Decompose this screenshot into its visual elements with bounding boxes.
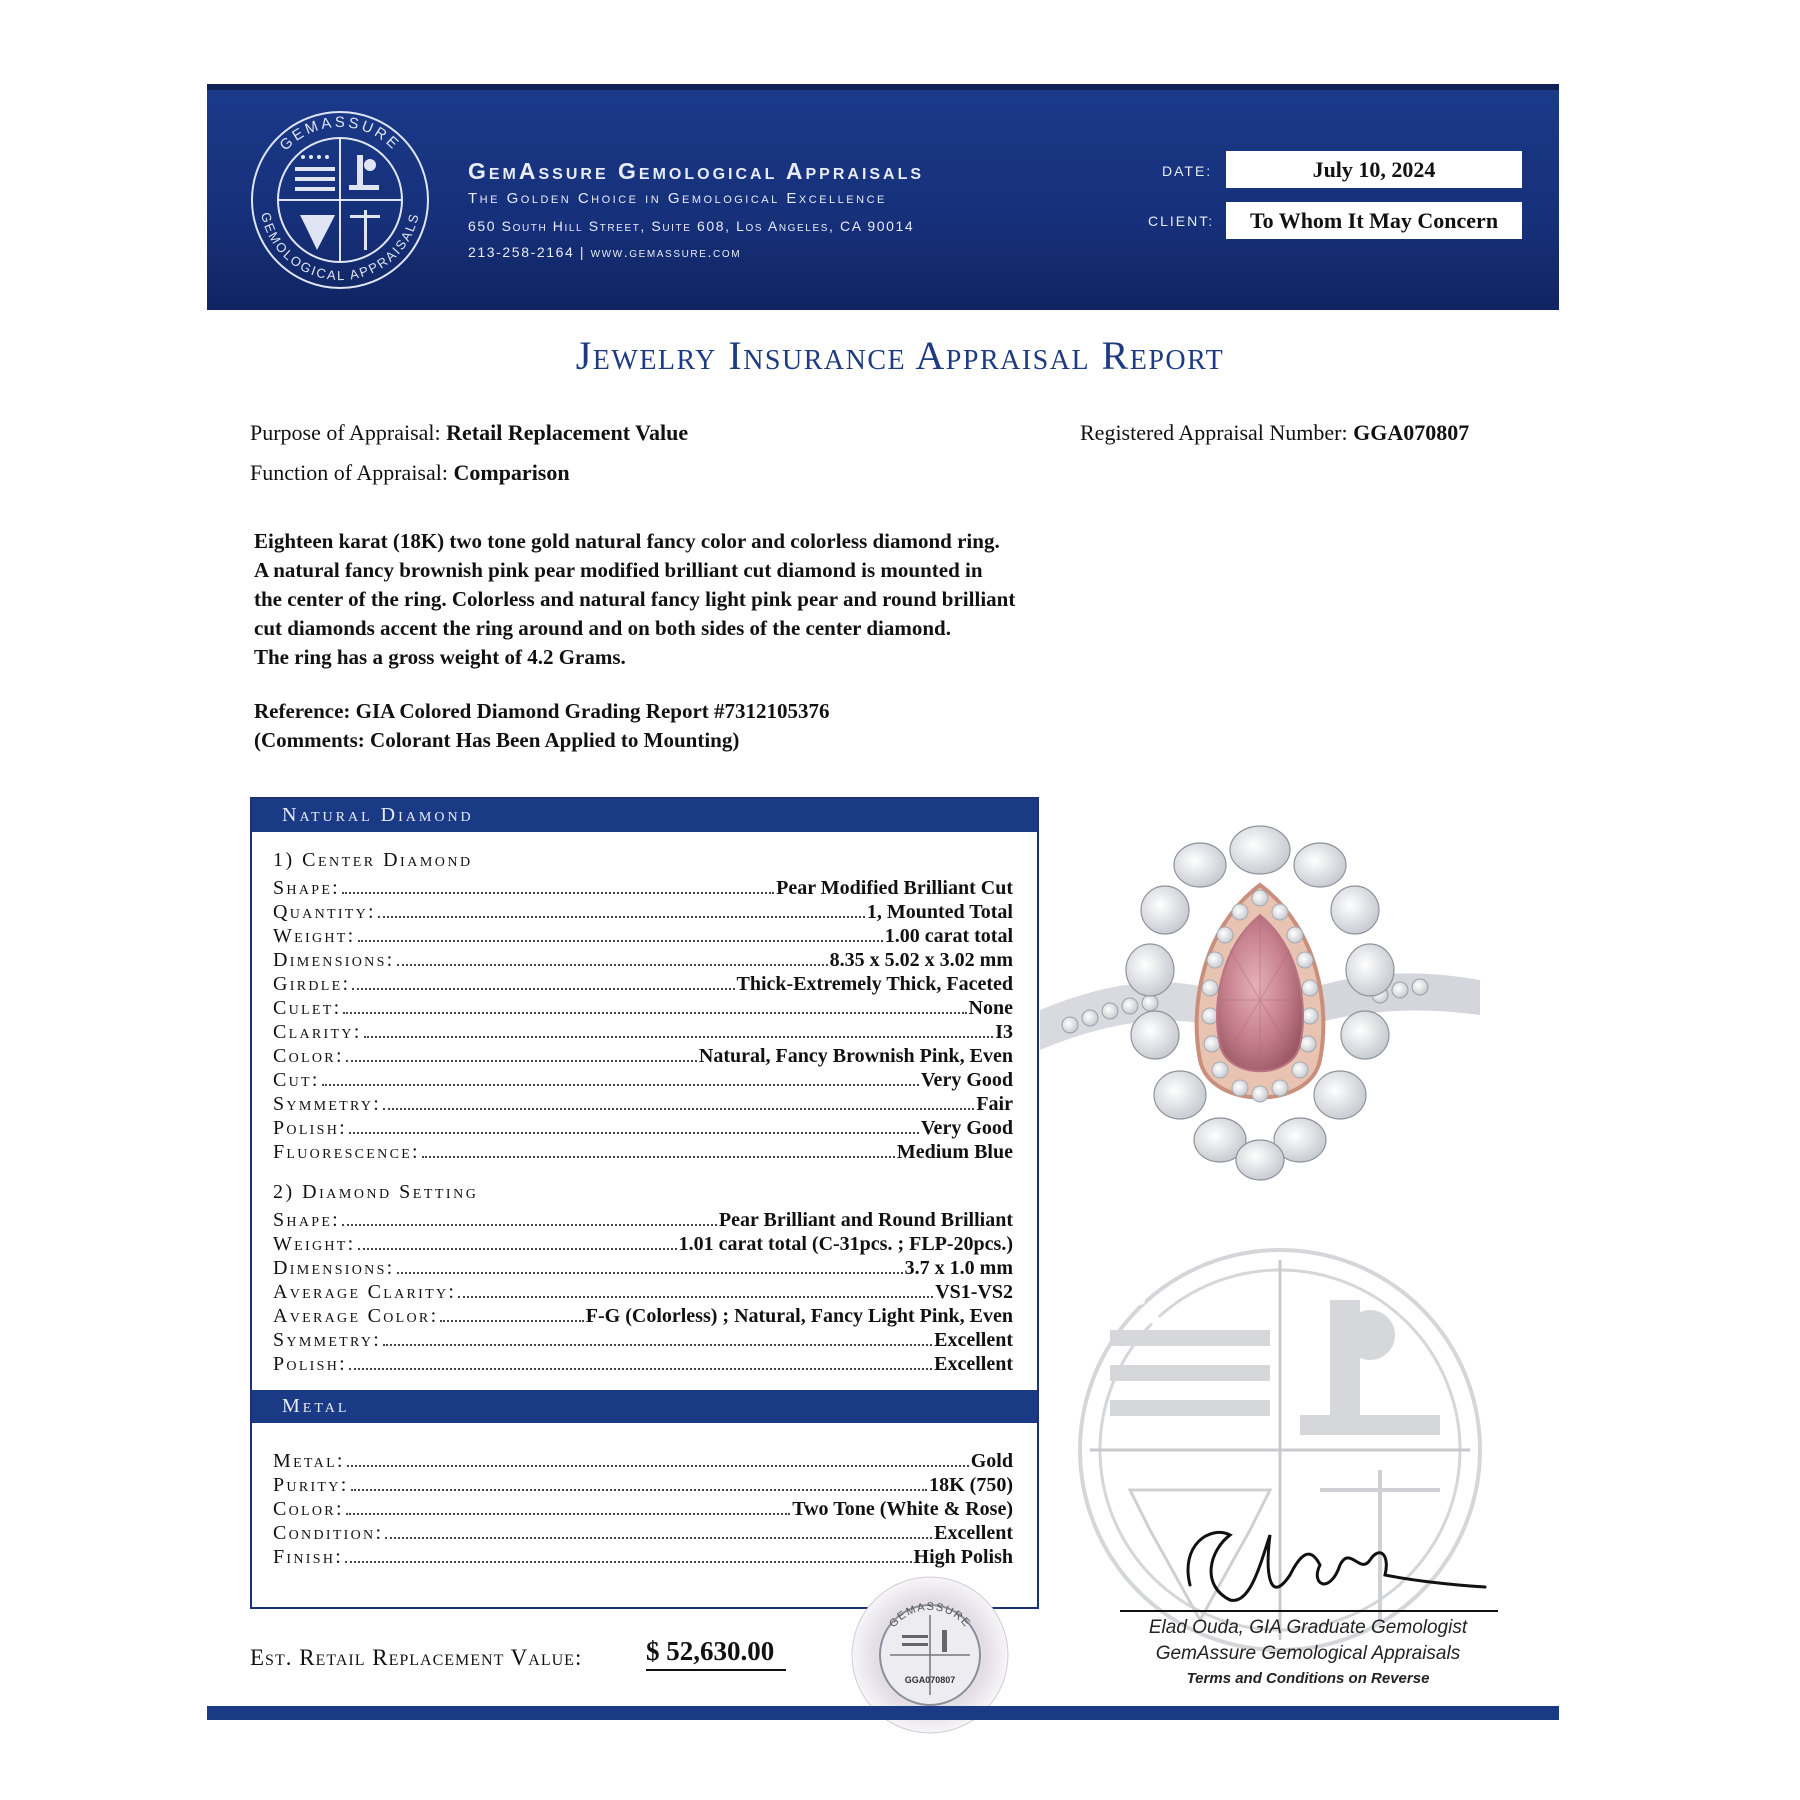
signer-company: GemAssure Gemological Appraisals (1155, 1643, 1461, 1664)
spec-value: 1.01 carat total (C-31pcs. ; FLP-20pcs.) (678, 1233, 1013, 1255)
spec-value: Excellent (934, 1353, 1013, 1375)
item-description (254, 527, 1154, 672)
spec-key: Average Color: (273, 1305, 439, 1327)
spec-key: Color: (273, 1498, 344, 1520)
date-value: July 10, 2024 (1226, 151, 1522, 188)
spec-value: F-G (Colorless) ; Natural, Fancy Light Pink, Even (585, 1305, 1013, 1327)
spec-value: Two Tone (White & Rose) (792, 1498, 1013, 1520)
spec-value: 1.00 carat total (884, 925, 1013, 947)
spec-row (273, 1141, 1013, 1165)
spec-key: Polish: (273, 1353, 348, 1375)
spec-key: Culet: (273, 997, 342, 1019)
center-diamond-title: 1) Center Diamond (273, 849, 473, 871)
spec-key: Color: (273, 1045, 344, 1067)
diamond-setting-title: 2) Diamond Setting (273, 1181, 479, 1203)
spec-key: Finish: (273, 1546, 344, 1568)
spec-value: VS1-VS2 (935, 1281, 1013, 1303)
spec-row (273, 925, 1013, 949)
spec-row (273, 997, 1013, 1021)
dot-leader (351, 1489, 928, 1491)
purpose-label: Purpose of Appraisal: (250, 420, 441, 445)
description-line: The ring has a gross weight of 4.2 Grams. (254, 645, 626, 669)
spec-key: Quantity: (273, 901, 376, 923)
spec-key: Clarity: (273, 1021, 362, 1043)
spec-key: Condition: (273, 1522, 384, 1544)
dot-leader (349, 1368, 932, 1370)
spec-value: Pear Modified Brilliant Cut (776, 877, 1013, 899)
spec-value: Very Good (920, 1069, 1013, 1091)
spec-key: Dimensions: (273, 949, 395, 971)
spec-value: Excellent (934, 1329, 1013, 1351)
registered-value: GGA070807 (1353, 420, 1470, 445)
signature-line (1120, 1610, 1498, 1612)
spec-key: Weight: (273, 1233, 356, 1255)
registered-label: Registered Appraisal Number: (1080, 420, 1348, 445)
spec-row (273, 1021, 1013, 1045)
purpose-of-appraisal (250, 420, 688, 446)
spec-value: Fair (976, 1093, 1013, 1115)
reference-line: Reference: GIA Colored Diamond Grading Report #7312105376 (254, 699, 830, 723)
dot-leader (383, 1344, 932, 1346)
dot-leader (358, 940, 883, 942)
ring-photo (1040, 810, 1480, 1230)
spec-row (273, 1329, 1013, 1353)
dot-leader (342, 1224, 717, 1226)
spec-row (273, 1117, 1013, 1141)
signer-name: Elad Ouda, GIA Graduate Gemologist (1148, 1617, 1468, 1638)
footer-bar (207, 1706, 1559, 1720)
spec-row (273, 1305, 1013, 1329)
description-line: cut diamonds accent the ring around and on both sides of the center diamond. (254, 616, 951, 640)
spec-row (273, 1093, 1013, 1117)
dot-leader (385, 1537, 932, 1539)
spec-row (273, 1450, 1013, 1474)
dot-leader (458, 1296, 933, 1298)
signature-image (1170, 1505, 1490, 1615)
dot-leader (378, 916, 865, 918)
dot-leader (349, 1132, 919, 1134)
client-value: To Whom It May Concern (1226, 202, 1522, 239)
reference-block (254, 697, 830, 755)
specifications-table (250, 797, 1039, 1609)
spec-key: Cut: (273, 1069, 320, 1091)
spec-key: Weight: (273, 925, 356, 947)
spec-key: Fluorescence: (273, 1141, 420, 1163)
dot-leader (346, 1513, 790, 1515)
spec-key: Metal: (273, 1450, 345, 1472)
spec-value: 8.35 x 5.02 x 3.02 mm (829, 949, 1013, 971)
spec-value: None (968, 997, 1013, 1019)
metal-header: Metal (252, 1390, 1037, 1423)
description-line: the center of the ring. Colorless and natural fancy light pink pear and round brilliant (254, 587, 1016, 611)
spec-value: Very Good (920, 1117, 1013, 1139)
spec-row (273, 1257, 1013, 1281)
natural-diamond-header: Natural Diamond (252, 799, 1037, 832)
company-contact: 213-258-2164 | www.gemassure.com (468, 244, 742, 260)
spec-key: Girdle: (273, 973, 351, 995)
spec-row (273, 1281, 1013, 1305)
metal-rows (273, 1450, 1013, 1570)
spec-value: Gold (970, 1450, 1013, 1472)
company-name: GemAssure Gemological Appraisals (468, 158, 925, 184)
dot-leader (322, 1084, 919, 1086)
spec-row (273, 1474, 1013, 1498)
spec-row (273, 1546, 1013, 1570)
registered-appraisal-number (1080, 420, 1469, 446)
spec-row (273, 877, 1013, 901)
diamond-setting-rows (273, 1209, 1013, 1377)
dot-leader (383, 1108, 974, 1110)
svg-text:GEMASSURE: GEMASSURE (887, 1600, 973, 1631)
dot-leader (397, 964, 828, 966)
dot-leader (440, 1320, 583, 1322)
spec-row (273, 1069, 1013, 1093)
client-label: CLIENT: (1148, 213, 1215, 229)
spec-value: Medium Blue (896, 1141, 1013, 1163)
spec-value: 18K (750) (929, 1474, 1013, 1496)
function-value: Comparison (453, 460, 570, 485)
function-of-appraisal (250, 460, 570, 486)
spec-row (273, 1498, 1013, 1522)
spec-value: 3.7 x 1.0 mm (904, 1257, 1013, 1279)
center-diamond-rows (273, 877, 1013, 1165)
dot-leader (352, 988, 734, 990)
report-title: Jewelry Insurance Appraisal Report (575, 333, 1225, 378)
description-line: A natural fancy brownish pink pear modified brilliant cut diamond is mounted in (254, 558, 983, 582)
spec-key: Polish: (273, 1117, 348, 1139)
svg-text:GGA070807: GGA070807 (904, 1675, 956, 1685)
purpose-value: Retail Replacement Value (446, 420, 689, 445)
spec-value: Thick-Extremely Thick, Faceted (736, 973, 1013, 995)
spec-key: Dimensions: (273, 1257, 395, 1279)
spec-row (273, 949, 1013, 973)
spec-row (273, 1045, 1013, 1069)
spec-value: Excellent (934, 1522, 1013, 1544)
spec-row (273, 1233, 1013, 1257)
spec-value: I3 (995, 1021, 1013, 1043)
spec-row (273, 1522, 1013, 1546)
value-label: Est. Retail Replacement Value: (250, 1645, 583, 1670)
spec-key: Shape: (273, 1209, 341, 1231)
gemassure-logo (245, 105, 435, 295)
spec-key: Average Clarity: (273, 1281, 457, 1303)
spec-key: Purity: (273, 1474, 349, 1496)
company-address: 650 South Hill Street, Suite 608, Los Angeles, CA 90014 (468, 218, 915, 234)
spec-key: Symmetry: (273, 1093, 382, 1115)
spec-key: Shape: (273, 877, 341, 899)
spec-key: Symmetry: (273, 1329, 382, 1351)
function-label: Function of Appraisal: (250, 460, 448, 485)
spec-value: Natural, Fancy Brownish Pink, Even (698, 1045, 1013, 1067)
value-amount: $ 52,630.00 (646, 1636, 786, 1671)
spec-row (273, 973, 1013, 997)
svg-text:GEMASSURE: GEMASSURE (276, 113, 404, 155)
svg-text:GEMOLOGICAL APPRAISALS: GEMOLOGICAL APPRAISALS (258, 210, 422, 284)
dot-leader (358, 1248, 677, 1250)
dot-leader (347, 1465, 969, 1467)
reference-comment: (Comments: Colorant Has Been Applied to Mounting) (254, 728, 740, 752)
dot-leader (397, 1272, 903, 1274)
company-tagline: The Golden Choice in Gemological Excellence (468, 190, 887, 207)
dot-leader (342, 892, 774, 894)
spec-value: 1, Mounted Total (866, 901, 1013, 923)
spec-row (273, 1353, 1013, 1377)
dot-leader (346, 1060, 697, 1062)
dot-leader (422, 1156, 895, 1158)
description-line: Eighteen karat (18K) two tone gold natural fancy color and colorless diamond ring. (254, 529, 1000, 553)
dot-leader (364, 1036, 994, 1038)
dot-leader (343, 1012, 966, 1014)
dot-leader (345, 1561, 911, 1563)
spec-value: Pear Brilliant and Round Brilliant (718, 1209, 1013, 1231)
spec-value: High Polish (913, 1546, 1013, 1568)
terms-note: Terms and Conditions on Reverse (1186, 1670, 1430, 1687)
header-top-stripe (207, 84, 1559, 90)
spec-row (273, 901, 1013, 925)
date-label: DATE: (1162, 163, 1213, 179)
spec-row (273, 1209, 1013, 1233)
